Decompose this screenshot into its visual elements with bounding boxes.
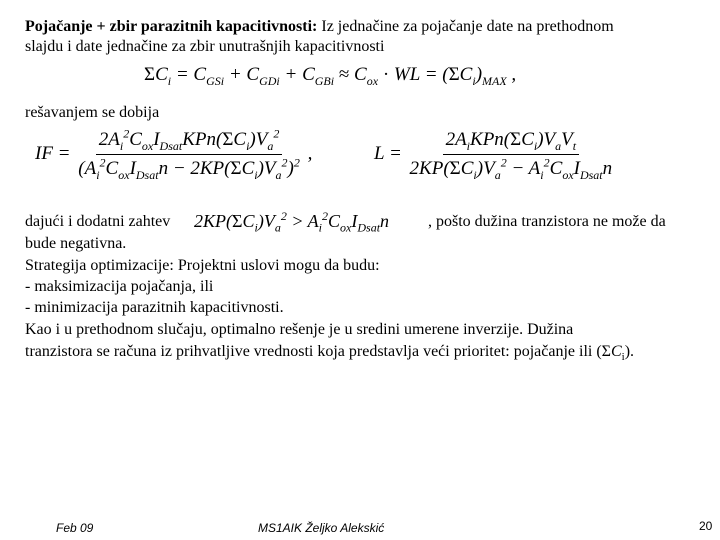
kao-line-2-end: ). bbox=[624, 343, 635, 360]
intro-line-2: slajdu i date jednačine za zbir unutrašnjih kapacitivnosti bbox=[25, 38, 385, 55]
footer-course-author: MS1AIK Željko Alekskić bbox=[258, 521, 385, 535]
if-equation: IF = $\frac{2A_i^2C_{ox}I_{Dsat}KPn(\Sigma C_i)V_a^2}{(A_i^2C_{ox}I_{Dsat}n - 2KP(\Sigma C_i)V_a^2)^2}$ , bbox=[35, 126, 313, 182]
if-fraction: $\frac{2A_i^2C_{ox}I_{Dsat}KPn(\Sigma C_i)V_a^2}{(A_i^2C_{ox}I_{Dsat}n - 2KP(\Sigma C_i)V_a^2)^2}$ bbox=[78, 126, 300, 182]
strategija-line: Strategija optimizacije: Projektni uslovi mogu da budu: bbox=[25, 257, 380, 274]
kao-line-1: Kao i u prethodnom slučaju, optimalno rešenje je u sredini umerene inverzije. Dužina bbox=[25, 321, 574, 338]
i-subscript: i bbox=[621, 351, 625, 364]
condition-inequality: $2KP(\Sigma C_i)V_a^2 > A_i^2C_{ox}I_{Dsat}n$ bbox=[194, 209, 390, 235]
footer-date: Feb 09 bbox=[56, 521, 94, 535]
list-item-2: - minimizacija parazitnih kapacitivnosti. bbox=[25, 299, 284, 316]
sigma-ci-symbol bbox=[601, 343, 625, 364]
bude-line: bude negativna. bbox=[25, 235, 127, 252]
page-number: 20 bbox=[699, 519, 713, 533]
resavanjem-line: rešavanjem se dobija bbox=[25, 104, 160, 121]
l-fraction: $\frac{2A_iKPn(\Sigma C_i)V_aV_t}{2KP(\Sigma C_i)V_a^2 - A_i^2C_{ox}I_{Dsat}n}$ bbox=[409, 129, 613, 182]
c-glyph: C bbox=[610, 343, 622, 360]
heading-rest: Iz jednačine za pojačanje date na prethodnom bbox=[317, 18, 614, 35]
heading-bold: Pojačanje + zbir parazitnih kapacitivnosti: bbox=[25, 18, 318, 35]
list-item-1: - maksimizacija pojačanja, ili bbox=[25, 278, 214, 295]
kao-line-2 bbox=[25, 342, 634, 367]
dajuci-line-end: , pošto dužina tranzistora ne može da bbox=[428, 213, 666, 230]
kao-line-2-text: tranzistora se računa iz prihvatljive vrednosti koja predstavlja veći prioritet: pojačanje ili ( bbox=[25, 343, 602, 360]
dajuci-line-start: dajući i dodatni zahtev bbox=[25, 213, 171, 230]
heading-line bbox=[25, 17, 614, 37]
l-equation: L = $\frac{2A_iKPn(\Sigma C_i)V_aV_t}{2KP(\Sigma C_i)V_a^2 - A_i^2C_{ox}I_{Dsat}n}$ bbox=[374, 128, 615, 181]
sum-capacitance-equation: $\Sigma C_i = C_{GSi} + C_{GDi} + C_{GBi} \approx C_{ox}$ · WL = $(\Sigma C_i)_{MAX}$ , bbox=[144, 64, 517, 88]
sigma-glyph: Σ bbox=[601, 343, 611, 360]
